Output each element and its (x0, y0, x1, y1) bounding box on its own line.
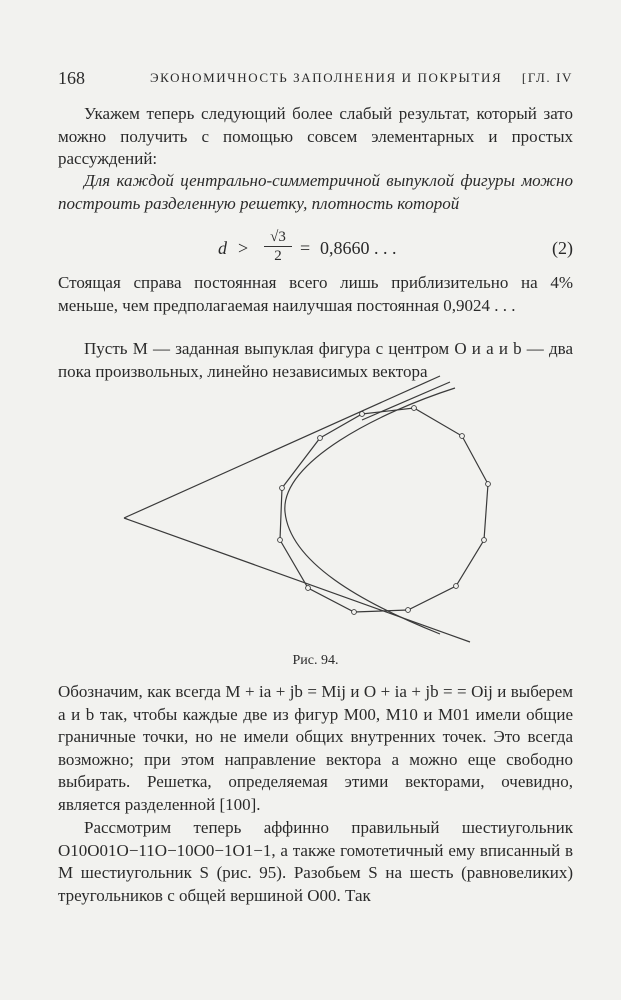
vertex-point (280, 486, 285, 491)
running-title: ЭКОНОМИЧНОСТЬ ЗАПОЛНЕНИЯ И ПОКРЫТИЯ (150, 70, 503, 85)
vertex-point (352, 610, 357, 615)
vertex-point (412, 406, 417, 411)
paragraph-intro: Укажем теперь следующий более слабый результат, который зато можно получить с помощью совсем элементарных и простых рассуждений: (58, 104, 573, 168)
paragraph-setup: Пусть M — заданная выпуклая фигура с центром O и a и b — два пока произвольных, линейно независимых вектора (58, 339, 573, 381)
chapter-label: [ГЛ. IV (521, 70, 573, 85)
paragraph-hexagon: Рассмотрим теперь аффинно правильный шестиугольник O10O01O−11O−10O0−1O1−1, а также гомотетичный ему вписанный в M шестиугольник S (рис. 95). Разобьем S на шесть (равновеликих) треугольников с общей вершиной O00. Так (58, 818, 573, 905)
vertex-point (454, 584, 459, 589)
formula-lhs: d (218, 238, 227, 258)
vertex-point (360, 412, 365, 417)
vertex-point (406, 608, 411, 613)
formula-value: 0,8660 . . . (320, 238, 397, 258)
formula-denominator: 2 (274, 248, 282, 264)
tangent-line-lower (124, 518, 470, 642)
secant-line (362, 382, 450, 420)
formula-op: > (238, 238, 249, 258)
formula-tag: (2) (552, 238, 573, 258)
figure-94 (110, 372, 530, 652)
vertex-point (278, 538, 283, 543)
page-number: 168 (58, 68, 85, 88)
vertex-point (318, 436, 323, 441)
formula-numerator: √3 (264, 228, 292, 247)
paragraph-constant: Стоящая справа постоянная всего лишь приблизительно на 4% меньше, чем предполагаемая наилучшая постоянная 0,9024 . . . (58, 273, 573, 315)
vertex-point (482, 538, 487, 543)
formula-fraction (264, 228, 292, 265)
vertex-point (306, 586, 311, 591)
formula-eq: = (300, 238, 311, 258)
octagon-outline (280, 408, 488, 612)
formula-2 (58, 228, 573, 268)
paragraph-notation: Обозначим, как всегда M + ia + jb = Mij и O + ia + jb = = Oij и выберем a и b так, чтобы каждые две из фигур M00, M10 и M01 имели общие граничные точки, но не имели общих внутренних точек. Это всегда возможно; при этом направление вектора a можно еще свободно выбирать. Решетка, определяемая этими векторами, очевидно, является разделенной [100]. (58, 682, 573, 814)
parabola-curve (285, 388, 455, 634)
figure-caption: Рис. 94. (292, 653, 339, 668)
vertex-point (460, 434, 465, 439)
theorem-statement: Для каждой центрально-симметричной выпуклой фигуры можно построить разделенную решетку, плотность которой (58, 171, 573, 213)
vertex-point (486, 482, 491, 487)
